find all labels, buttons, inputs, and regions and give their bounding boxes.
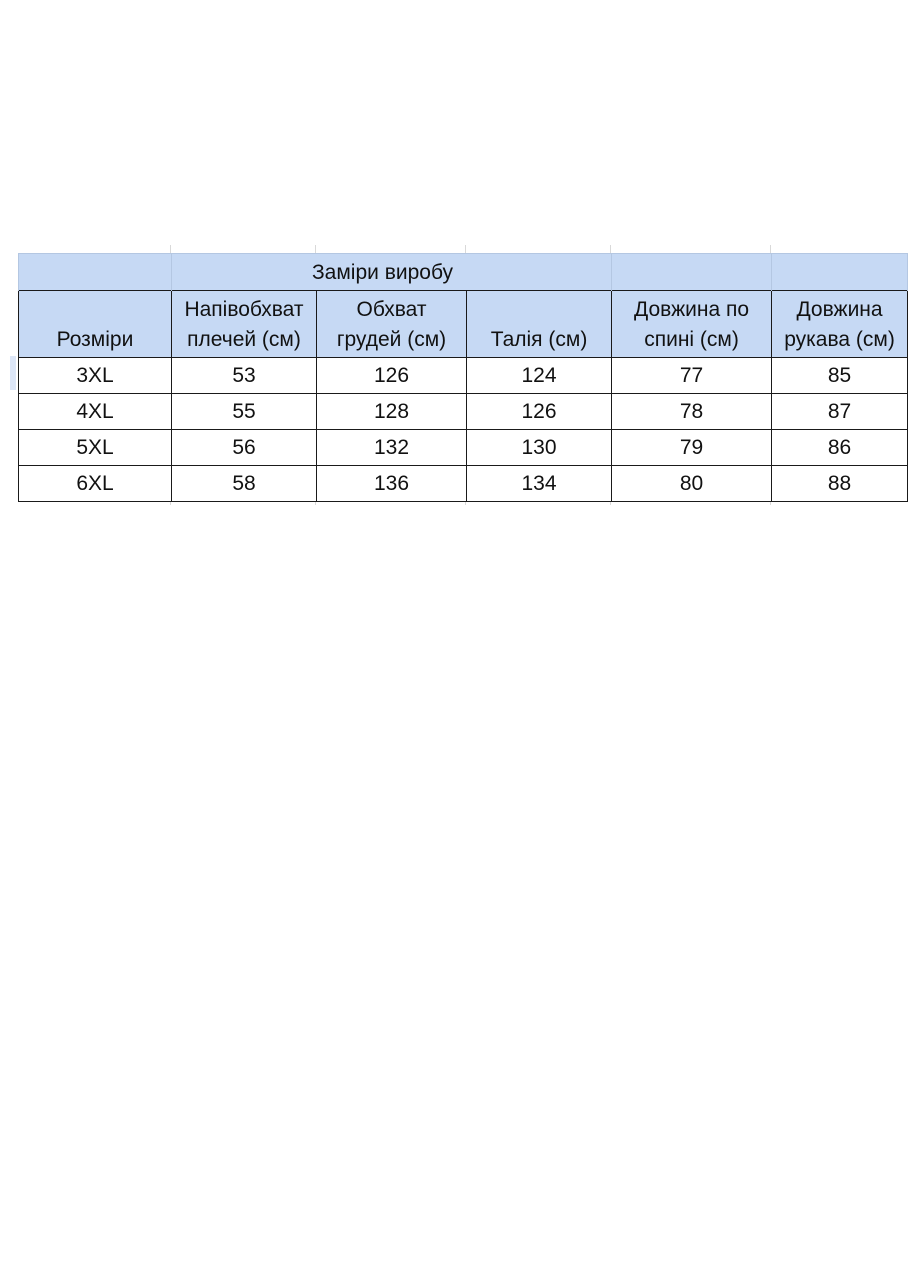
value-cell[interactable]: 56 xyxy=(172,430,317,466)
header-line: Довжина xyxy=(796,298,883,321)
value-cell[interactable]: 58 xyxy=(172,466,317,502)
table-title-row xyxy=(19,254,908,291)
value-cell[interactable]: 80 xyxy=(612,466,772,502)
header-line: плечей (см) xyxy=(187,328,301,351)
size-cell[interactable]: 6XL xyxy=(19,466,172,502)
value-cell[interactable]: 53 xyxy=(172,358,317,394)
header-line: спині (см) xyxy=(644,328,739,351)
value-cell[interactable]: 77 xyxy=(612,358,772,394)
size-chart-sheet xyxy=(18,245,908,505)
title-empty-cell[interactable] xyxy=(612,254,772,291)
value-cell[interactable]: 88 xyxy=(772,466,908,502)
header-waist[interactable] xyxy=(467,291,612,358)
value-cell[interactable]: 86 xyxy=(772,430,908,466)
value-cell[interactable]: 78 xyxy=(612,394,772,430)
table-row xyxy=(19,430,908,466)
header-line: Талія (см) xyxy=(490,328,588,351)
table-title[interactable]: Заміри виробу xyxy=(172,254,612,291)
table-header-row xyxy=(19,291,908,358)
header-back-length[interactable] xyxy=(612,291,772,358)
value-cell[interactable]: 87 xyxy=(772,394,908,430)
header-line: рукава (см) xyxy=(784,328,895,351)
header-half-shoulders[interactable] xyxy=(172,291,317,358)
table-row xyxy=(19,394,908,430)
value-cell[interactable]: 85 xyxy=(772,358,908,394)
value-cell[interactable]: 128 xyxy=(317,394,467,430)
value-cell[interactable]: 132 xyxy=(317,430,467,466)
value-cell[interactable]: 126 xyxy=(467,394,612,430)
table-row xyxy=(19,466,908,502)
header-line: грудей (см) xyxy=(336,328,447,351)
header-line: Розміри xyxy=(56,328,134,351)
size-cell[interactable]: 5XL xyxy=(19,430,172,466)
table-row xyxy=(19,358,908,394)
header-line: Обхват xyxy=(356,298,427,321)
header-chest[interactable] xyxy=(317,291,467,358)
value-cell[interactable]: 136 xyxy=(317,466,467,502)
header-sizes[interactable] xyxy=(19,291,172,358)
size-cell[interactable]: 3XL xyxy=(19,358,172,394)
title-empty-cell[interactable] xyxy=(19,254,172,291)
header-sleeve-length[interactable] xyxy=(772,291,908,358)
title-empty-cell[interactable] xyxy=(772,254,908,291)
row-selection-marker xyxy=(10,356,16,390)
size-cell[interactable]: 4XL xyxy=(19,394,172,430)
header-line: Довжина по xyxy=(634,298,750,321)
value-cell[interactable]: 79 xyxy=(612,430,772,466)
value-cell[interactable]: 130 xyxy=(467,430,612,466)
value-cell[interactable]: 55 xyxy=(172,394,317,430)
value-cell[interactable]: 134 xyxy=(467,466,612,502)
header-line: Напівобхват xyxy=(184,298,304,321)
value-cell[interactable]: 126 xyxy=(317,358,467,394)
size-table xyxy=(18,253,908,502)
value-cell[interactable]: 124 xyxy=(467,358,612,394)
